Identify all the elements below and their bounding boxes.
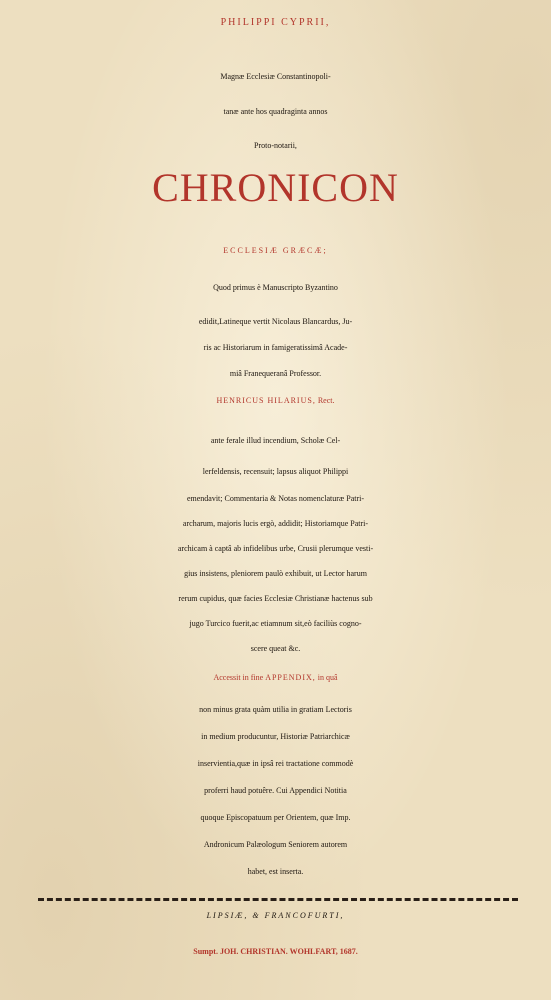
author-desc-line-1: Magnæ Ecclesiæ Constantinopoli- (220, 72, 331, 81)
author-desc-line-2: tanæ ante hos quadraginta annos (223, 107, 328, 116)
reviser-desc-line-2: lerfeldensis, recensuit; lapsus aliquot Philippi (202, 467, 349, 476)
appendix-desc-line-7: habet, est inserta. (247, 867, 304, 876)
reviser-desc-line-8: jugo Turcico fuerit,ac etiamnum sit,eò faciliùs cogno- (189, 619, 362, 628)
appendix-word: APPENDIX, (265, 673, 316, 682)
appendix-desc-line-5: quoque Episcopatuum per Orientem, quæ Imp. (200, 813, 351, 822)
reviser-name: HENRICUS HILARIUS, (216, 396, 316, 405)
divider-rule (38, 898, 518, 901)
reviser-desc-line-6: gius insistens, pleniorem paulò exhibuit, ut Lector harum (184, 569, 367, 578)
imprint-publisher: Sumpt. JOH. CHRISTIAN. WOHLFART, 1687. (193, 947, 358, 956)
reviser-desc-line-5: archicam à captâ ab infidelibus urbe, Crusii plerumque vesti- (177, 544, 374, 553)
reviser-title: Rect. (317, 396, 335, 405)
author-name: PHILIPPI CYPRII, (220, 17, 331, 28)
reviser-desc-line-9: scere queat &c. (250, 644, 301, 653)
appendix-prefix: Accessit in fine (213, 673, 266, 682)
main-title: CHRONICON (152, 165, 399, 210)
reviser-desc-line-1: ante ferale illud incendium, Scholæ Cel- (210, 436, 341, 445)
appendix-desc-line-1: non minus grata quàm utilia in gratiam Lectoris (199, 705, 352, 714)
editor-desc-line-2: edidit,Latineque vertit Nicolaus Blancardus, Ju- (198, 317, 353, 326)
reviser-line (0, 397, 551, 405)
reviser-desc-line-4: archarum, majoris lucis ergò, addidit; Historiamque Patri- (182, 519, 369, 528)
appendix-line (0, 674, 551, 682)
appendix-desc-line-4: proferri haud potuêre. Cui Appendici Notitia (204, 786, 347, 795)
appendix-suffix: in quâ (315, 673, 338, 682)
editor-desc-line-4: miâ Franequeranâ Professor. (229, 369, 322, 378)
editor-desc-line-3: ris ac Historiarum in famigeratissimâ Acade- (203, 343, 348, 352)
subtitle: ECCLESIÆ GRÆCÆ; (223, 246, 328, 255)
author-desc-line-3: Proto-notarii, (254, 141, 297, 150)
appendix-desc-line-2: in medium producuntur, Historiæ Patriarchicæ (201, 732, 350, 741)
appendix-desc-line-6: Andronicum Palæologum Seniorem autorem (203, 840, 348, 849)
appendix-desc-line-3: inservientia,quæ in ipsâ rei tractatione commodè (197, 759, 354, 768)
editor-desc-line-1: Quod primus è Manuscripto Byzantino (213, 283, 338, 292)
reviser-desc-line-7: rerum cupidus, quæ facies Ecclesiæ Christianæ hactenus sub (178, 594, 373, 603)
reviser-desc-line-3: emendavit; Commentaria & Notas nomenclaturæ Patri- (186, 494, 365, 503)
imprint-place: LIPSIÆ, & FRANCOFURTI, (206, 911, 345, 920)
